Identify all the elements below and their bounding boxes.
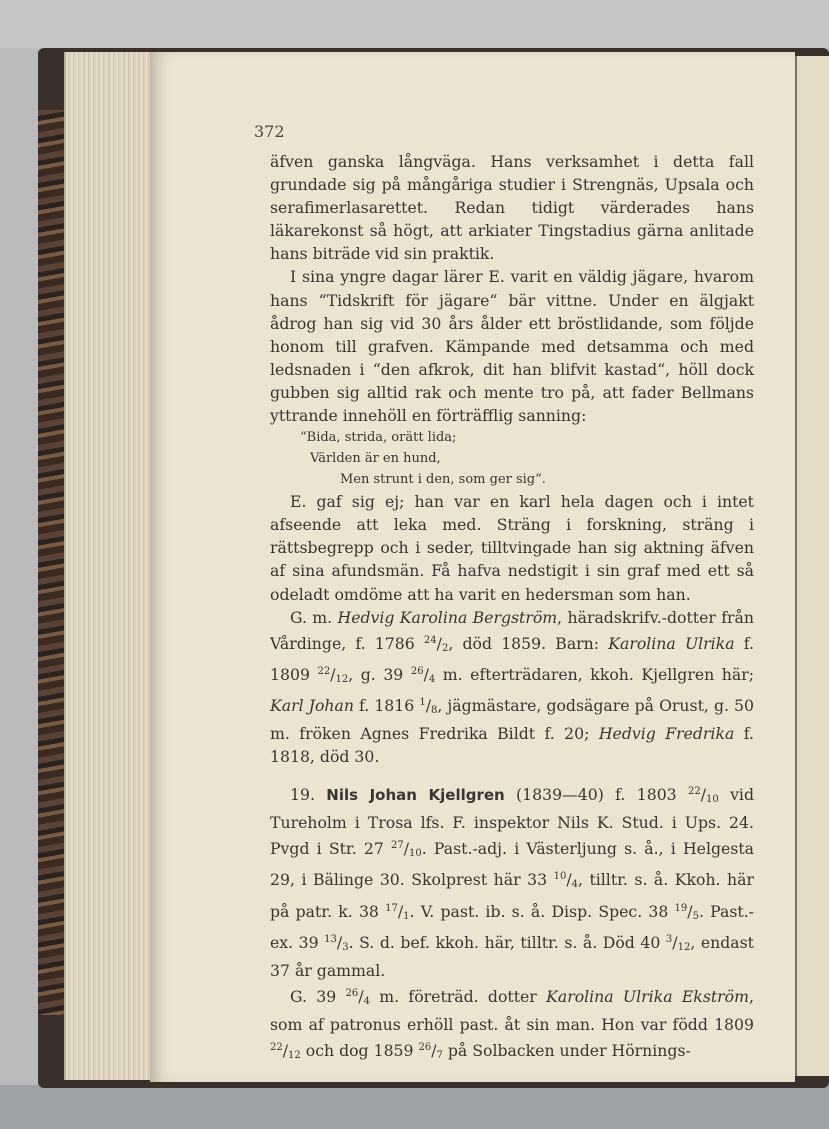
text-segment: f. 1809 bbox=[270, 633, 754, 684]
text-segment: , tilltr. s. å. Kkoh. här på patr. k. 38 bbox=[270, 870, 754, 921]
facing-page-edge bbox=[795, 56, 829, 1076]
text-segment: på Solbacken under Hörnings- bbox=[442, 1041, 691, 1060]
text-segment: 3 bbox=[342, 941, 349, 953]
text-segment: m. efterträdaren, kkoh. Kjellgren här; bbox=[435, 664, 754, 684]
text-segment: 24 bbox=[423, 634, 437, 646]
text-segment: 8 bbox=[430, 704, 438, 716]
page-text bbox=[270, 150, 754, 1067]
text-segment: äfven ganska långväga. Hans verksamhet i detta fall grundade sig på mångåriga studier i Strengnäs, Upsala och serafimerlasarettet. Redan tidigt värderades hans läkarekonst så högt, att arkiater Tingstadius gärna anlitade hans biträde vid sin praktik. bbox=[270, 152, 754, 264]
text-segment: 2 bbox=[441, 642, 449, 654]
text-segment: / bbox=[358, 986, 364, 1006]
text-segment: , död 1859. Barn: bbox=[448, 633, 609, 653]
text-segment: vid Tureholm i Trosa lfs. F. inspektor Nils K. Stud. i Ups. 24. Pvgd i Str. 27 bbox=[270, 785, 754, 859]
text-segment: , g. 39 bbox=[348, 664, 411, 684]
text-segment: 3 bbox=[665, 933, 673, 945]
text-segment: I sina yngre dagar lärer E. varit en väldig jägare, hvarom hans “Tidskrift för jägare“ bär vittne. Under en älgjakt ådrog han sig vid 30 års ålder ett bröstlidande, som följde honom till grafven. Kämpande med detsamma och med ledsnaden i “den afkrok, dit han blifvit kastad“, höll dock gubben sig alltid rak och mente tro på, att fader Bellmans yttrande innehöll en förträfflig sanning: bbox=[270, 267, 754, 426]
verse-line: “Bida, strida, orätt lida; bbox=[300, 430, 457, 446]
verse-quote bbox=[270, 427, 754, 490]
text-segment: / bbox=[423, 664, 429, 684]
text-segment: 5 bbox=[692, 910, 699, 922]
verse-line: Världen är en hund, bbox=[310, 451, 441, 467]
text-segment: . Past.-adj. i Västerljung s. å., i Helgesta 29, i Bälinge 30. Skolprest här 33 bbox=[270, 839, 754, 890]
text-segment: / bbox=[403, 839, 410, 859]
text-segment: 1 bbox=[403, 910, 410, 922]
text-segment: , endast 37 år gammal. bbox=[270, 932, 754, 980]
text-segment: 10 bbox=[553, 871, 567, 883]
text-segment: 26 bbox=[418, 1042, 432, 1053]
paragraph bbox=[270, 982, 754, 1067]
text-segment: 12 bbox=[288, 1050, 301, 1061]
text-segment: . Past.-ex. 39 bbox=[270, 901, 754, 952]
text-segment: / bbox=[336, 932, 343, 952]
text-segment: f. 1816 bbox=[353, 695, 420, 715]
text-segment: 10 bbox=[409, 848, 422, 860]
text-segment: 7 bbox=[436, 1050, 443, 1061]
text-segment: . V. past. ib. s. å. Disp. Spec. 38 bbox=[409, 901, 675, 921]
text-segment: G. 39 bbox=[290, 986, 346, 1006]
text-segment: 26 bbox=[410, 665, 424, 677]
text-segment: / bbox=[282, 1041, 289, 1060]
text-segment: 1 bbox=[419, 696, 426, 708]
text-segment: / bbox=[330, 664, 336, 684]
text-segment: Nils Johan Kjellgren bbox=[326, 786, 505, 805]
text-segment: , jägmästare, godsägare på Orust, g. 50 m. fröken Agnes Fredrika Bildt f. 20; bbox=[270, 695, 754, 743]
text-segment: Karl Johan bbox=[270, 695, 354, 715]
text-segment: 12 bbox=[677, 941, 691, 953]
text-segment: 17 bbox=[385, 902, 398, 914]
text-segment: / bbox=[672, 932, 678, 952]
text-segment: , häradskrifv.-dotter från Vårdinge, f. 1786 bbox=[270, 607, 755, 653]
text-segment: Hedvig Fredrika bbox=[598, 723, 735, 743]
paragraph bbox=[270, 150, 754, 265]
text-segment: / bbox=[431, 1041, 437, 1060]
text-segment: / bbox=[436, 633, 442, 653]
paragraph bbox=[270, 490, 754, 605]
text-segment: 22 bbox=[687, 786, 701, 798]
text-segment: f. 1818, död 30. bbox=[270, 723, 754, 767]
text-segment: G. m. bbox=[290, 607, 338, 627]
text-segment: 13 bbox=[324, 933, 337, 945]
paragraph bbox=[270, 606, 754, 769]
text-segment: 19 bbox=[674, 902, 688, 914]
text-segment: 4 bbox=[363, 995, 370, 1007]
page-edges bbox=[64, 52, 164, 1080]
marbled-cover-edge bbox=[38, 110, 64, 1015]
text-segment: och dog 1859 bbox=[300, 1041, 419, 1060]
text-segment: / bbox=[425, 695, 431, 715]
text-segment: 22 bbox=[317, 665, 331, 677]
paragraph bbox=[270, 265, 754, 427]
page-number: 372 bbox=[254, 122, 285, 141]
text-segment: (1839—40) f. 1803 bbox=[504, 785, 688, 805]
scan-background-top bbox=[0, 0, 829, 48]
scan-background-bottom bbox=[0, 1085, 829, 1129]
text-segment: , som af patronus erhöll past. åt sin man. Hon var född 1809 bbox=[270, 986, 754, 1034]
text-segment: 27 bbox=[391, 840, 404, 852]
text-segment: Hedvig Karolina Bergström bbox=[337, 607, 558, 627]
paragraph-gap bbox=[270, 768, 754, 780]
verse-line: Men strunt i den, som ger sig“. bbox=[340, 472, 546, 488]
text-segment: E. gaf sig ej; han var en karl hela dagen och i intet afseende att leka med. Sträng i forskning, sträng i rättsbegrepp och i seder, tilltvingade han sig aktning äfven af sina afundsmän. Få hafva nedstigit i sin graf med ett så odeladt omdöme att ha varit en hedersman som han. bbox=[270, 492, 754, 604]
text-segment: / bbox=[687, 901, 693, 921]
text-segment: 4 bbox=[571, 879, 578, 891]
text-segment: 26 bbox=[345, 987, 359, 999]
text-segment: 10 bbox=[706, 794, 719, 806]
text-segment: 4 bbox=[428, 673, 436, 685]
text-segment: 22 bbox=[270, 1042, 283, 1053]
text-segment: Karolina Ulrika bbox=[608, 633, 735, 653]
text-segment: m. företräd. dotter bbox=[369, 986, 547, 1006]
text-segment: / bbox=[700, 785, 707, 805]
text-segment: . S. d. bef. kkoh. här, tilltr. s. å. Död 40 bbox=[348, 932, 666, 952]
text-segment: / bbox=[566, 870, 572, 890]
text-segment: Karolina Ulrika Ekström bbox=[546, 986, 749, 1006]
paragraph bbox=[270, 780, 754, 982]
text-segment: 12 bbox=[335, 673, 349, 685]
text-segment: 19. bbox=[290, 785, 327, 805]
text-segment: / bbox=[397, 901, 404, 921]
